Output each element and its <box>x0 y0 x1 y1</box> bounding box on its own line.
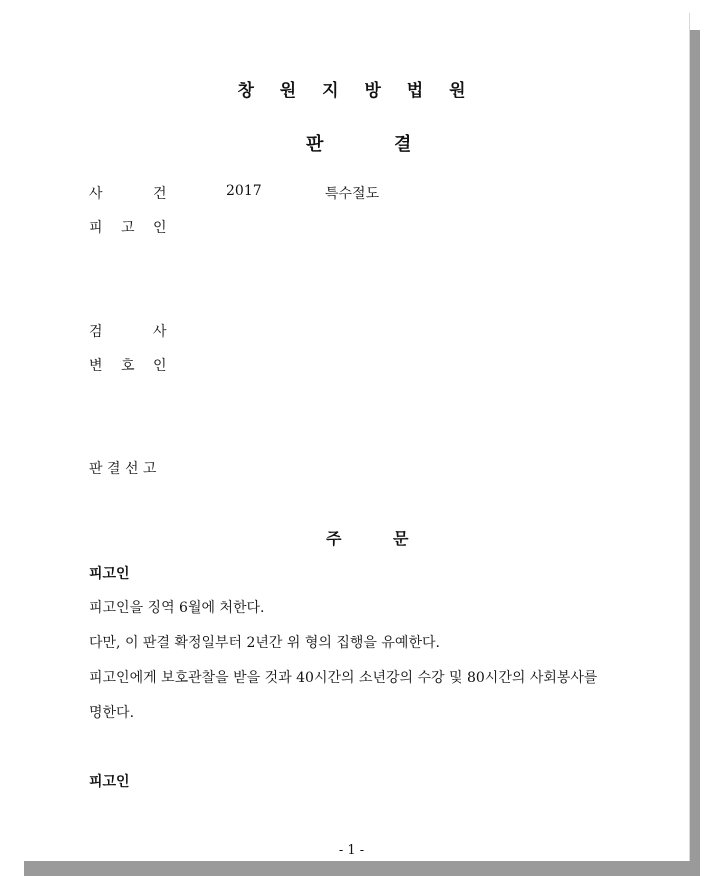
order-line: 피고인에게 보호관찰을 받을 것과 40시간의 소년강의 수강 및 80시간의 사회봉사를 <box>89 670 598 686</box>
order-title-char: 주 <box>326 529 342 548</box>
judgment-title-char: 판 <box>306 134 324 155</box>
counsel-label-char: 인 <box>153 358 167 374</box>
order-line: 피고인을 징역 6월에 처한다. <box>89 600 265 616</box>
order-section-heading: 피고인 <box>89 566 130 582</box>
defendant-label-char: 고 <box>121 220 135 236</box>
order-section-heading: 피고인 <box>89 774 130 790</box>
prosecutor-label-char: 사 <box>153 324 167 340</box>
page-number: - 1 - <box>338 843 365 858</box>
order-line: 명한다. <box>89 705 135 721</box>
court-name: 창 원 지 방 법 원 <box>237 81 476 101</box>
case-name: 특수절도 <box>325 186 380 202</box>
order-line: 다만, 이 판결 확정일부터 2년간 위 형의 집행을 유예한다. <box>89 635 440 651</box>
case-label-char: 건 <box>153 186 167 202</box>
case-label-char: 사 <box>89 186 103 202</box>
case-number: 2017 <box>226 183 262 199</box>
judgment-title-char: 결 <box>394 134 412 155</box>
document-page <box>13 13 690 861</box>
counsel-label-char: 호 <box>121 358 135 374</box>
defendant-label-char: 피 <box>89 220 103 236</box>
counsel-label-char: 변 <box>89 358 103 374</box>
order-title-char: 문 <box>393 529 409 548</box>
defendant-label-char: 인 <box>153 220 167 236</box>
sentencing-label: 판 결 선 고 <box>89 461 157 477</box>
prosecutor-label-char: 검 <box>89 324 103 340</box>
